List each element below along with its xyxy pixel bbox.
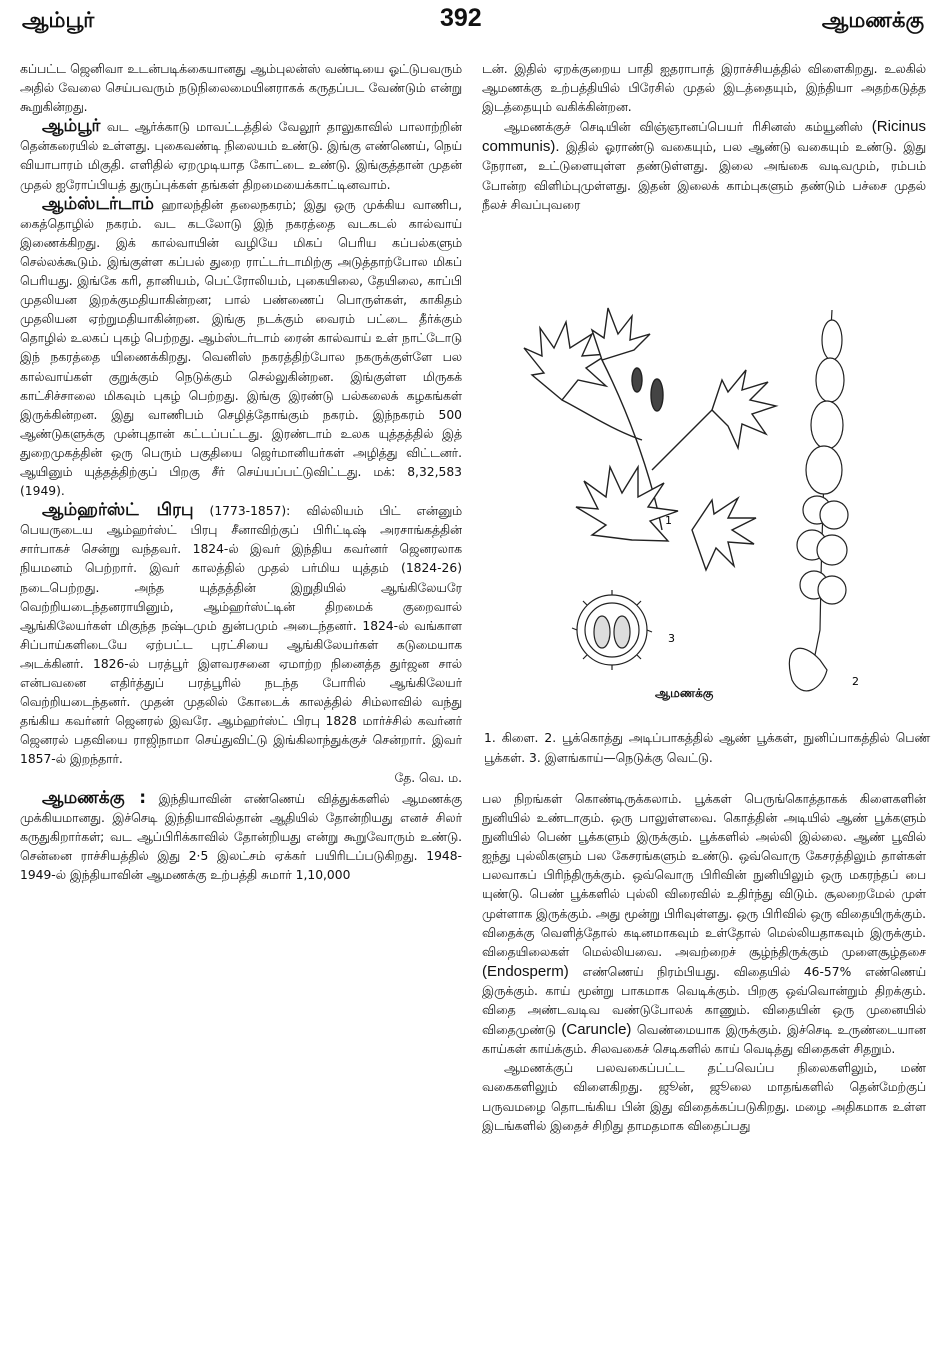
figure-fruit-section (572, 590, 652, 670)
headword-amsterdam: ஆம்ஸ்டர்டாம் (42, 193, 154, 214)
flower-text-a: பல நிறங்கள் கொண்டிருக்கலாம். பூக்கள் பெருங்கொத்தாகக் கிளைகளின் நுனியில் உண்டாகும். ஒரு பாலுள்ளவை. கொத்தின் அடியில் ஆண் பூக்களும் நுனியில் பெண் பூக்களும் இருக்கும். பூக்களில் அல்லி இல்லை. ஆண் பூவில் ஐந்து புல்லிகளும் பல கேசரங்களும் உண்டு. ஒவ்வொரு கேசரத்திலும் தாள்கள் பலவாகப் பிரிந்திருக்கும். ஒவ்வொரு பிரிவின் நுனியிலும் ஒரு மகரந்தப் பை யுண்டு. பெண் பூக்களில் புல்லி விரைவில் உதிர்ந்து விடும். சூலறைமேல் முள் முள்ளாக இருக்கும். அது மூன்று பிரிவுள்ளது. ஒரு பிரிவில் ஒரு விதையிருக்கும். விதைக்கு வெளித்தோல் கடினமாகவும் உள்தோல் மெல்லியதாகவும் இருக்கும். விதையிலைகள் மெல்லியவை. அவற்றைச் சூழ்ந்திருக்கும் முளைசூழ்தசை (482, 792, 926, 959)
running-head-left: ஆம்பூர் (22, 8, 95, 32)
entry-ambur (20, 117, 462, 194)
sci-text-a: ஆமணக்குச் செடியின் விஞ்ஞானப்பெயர் ரிசினஸ் கம்யூனிஸ் (504, 120, 863, 135)
castor-plant-illustration (482, 300, 926, 780)
amherst-text: வில்லியம் பிட் என்னும் பெயருடைய ஆம்ஹர்ஸ்ட் பிரபு சீனாவிற்குப் பிரிட்டிஷ் அரசாங்கத்தின் சார்பாகச் சென்று வந்தவர். 1824-ல் இவர் இந்திய கவர்னர் ஜெனரலாக நியமனம் பெற்றார். இவர் காலத்தில் முதல் பர்மிய யுத்தம் (1824-26) நடைபெற்றது. அந்த யுத்தத்தின் இறுதியில் ஆங்கிலேயரே வெற்றியடைந்தனராயினும், ஆம்ஹர்ஸ்ட்டின் திறமைக் குறைவால் ஆங்கிலேயர்கள் மிகுந்த நஷ்டமும் துன்பமும் அடைந்தனர். 1824-ல் வங்காள சிப்பாய்களிடையே ஏற்பட்ட புரட்சியை ஆங்கிலேயர்கள் கடுமையாக அடக்கினர். 1826-ல் பரத்பூர் இளவரசனை ஏமாற்ற நினைத்த துர்ஜன சால் என்பவனை எதிர்த்துப் பரத்பூரில் நடந்த போரில் ஆங்கிலேயர் வெற்றியடைந்தனர். முதன் முதலில் கோடைக் காலத்தில் சிம்லாவில் வந்து தங்கிய கவர்னர் ஜெனரல் இவரே. ஆம்ஹர்ஸ்ட் பிரபு 1828 மார்ச்சில் கவர்னர் ஜெனரல் பதவியை ராஜிநாமா செய்துவிட்டு இங்கிலாந்துக்குச் சென்றார். இவர் 1857-ல் இறந்தார். (20, 504, 462, 767)
headword-amanakku: ஆமணக்கு : (42, 787, 147, 808)
left-column (20, 60, 462, 1360)
sci-text-b: இதில் ஓராண்டு வகையும், பல ஆண்டு வகையும் உண்டு. இது நேரான, உட்டுளையுள்ள தண்டுள்ளது. இலை அங்கை வடிவமும், ரம்பம் போன்ற விளிம்புமுள்ளது. இதன் இலைக் காம்புகளும் தண்டும் பச்சை முதல் நீலச் சிவப்புவரை (482, 140, 926, 212)
entry-amanakku (20, 789, 462, 885)
caruncle-term: (Caruncle) (561, 1021, 632, 1039)
amherst-years: (1773-1857): (209, 504, 291, 519)
continued-paragraph: கப்பட்ட ஜெனிவா உடன்படிக்கையானது ஆம்புலன்ஸ் வண்டியை ஓட்டுபவரும் அதில் வேலை செய்பவரும் நடுநிலைமையினராகக் கருதப்பட வேண்டும் என்று கூறுகின்றது. (20, 62, 462, 115)
figure-title: ஆமணக்கு (655, 686, 714, 700)
figure-number-3: 3 (668, 632, 675, 645)
amanakku-text: இந்தியாவின் எண்ணெய் வித்துக்களில் ஆமணக்கு முக்கியமானது. இச்செடி இந்தியாவில்தான் ஆதியில் தோன்றியது எனச் சிலர் கருதுகிறார்கள்; வட ஆப்பிரிக்காவில் தோன்றியது என்று கூறுவோரும் உண்டு. சென்னை ராச்சியத்தில் இது 2·5 இலட்சம் ஏக்கர் பயிரிடப்படுகிறது. 1948-1949-ல் இந்தியாவின் ஆமணக்கு உற்பத்தி சுமார் 1,10,000 (20, 791, 462, 882)
page-number: 392 (440, 4, 482, 32)
scientific-name-paragraph (482, 117, 926, 214)
cultivation-paragraph: ஆமணக்குப் பலவகைப்பட்ட தட்பவெப்ப நிலைகளிலும், மண் வகைகளிலும் விளைகிறது. ஜூன், ஜூலை மாதங்களில் தென்மேற்குப் பருவமழை தொடங்கிய பின் இது விதைக்கப்படுகிறது. மழை அதிகமாக உள்ள இடங்களில் இதைச் சிறிது தாமதமாக விதைப்பது (482, 1061, 926, 1133)
flower-description (482, 790, 926, 1059)
entry-amherst (20, 501, 462, 788)
amsterdam-text: ஹாலந்தின் தலைநகரம்; இது ஒரு முக்கிய வாணிப, கைத்தொழில் நகரம். வட கடலோடு இந் நகரத்தை வடகடல் கால்வாய் இணைக்கிறது. இக் கால்வாயின் வழியே மிகப் பெரிய கப்பல்களும் செல்லக்கூடும். இங்குள்ள கப்பல் துறை ராட்டர்டாமிற்கு அடுத்தாற்போல மிகப் பெரியது. இங்கே கரி, தானியம், பெட்ரோலியம், புகையிலை, தேயிலை, காப்பி முதலியன இறக்குமதியாகின்றன; பால் பண்ணைப் பொருள்கள், காகிதம் முதலியன ஏற்றுமதியாகின்றன. இங்கு நடக்கும் வைரம் பட்டை தீர்க்கும் தொழில் உலகப் புகழ் பெற்றது. ஆம்ஸ்டர்டாம் ரைன் கால்வாய் உள் நாட்டோடு இந் நகரத்தை யிணைக்கிறது. வெனிஸ் நகரத்திற்போல நகருக்குள்ளே பல கால்வாய்கள் குறுக்கும் நெடுக்கும் செல்லுகின்றன. இங்குள்ள மிருகக் காட்சிச்சாலை மிகவும் புகழ் பெற்றது. இங்கு இரண்டு பல்கலைக் கழகங்கள் இருக்கின்றன. இது வாணிபம் செழித்தோங்கும் நகரம். இந்நகரம் 500 ஆண்டுகளுக்கு முன்புதான் கட்டப்பட்டது. இரண்டாம் உலக யுத்தத்தில் இத் துறைமுகத்தின் ஒரு பெரும் பகுதியை ஜெர்மானியர்கள் அழித்து விட்டனர். ஆயினும் யுத்தத்திற்குப் பிறகு சீர் செய்யப்பட்டுவிட்டது. மக்: 8,32,583 (1949). (20, 197, 462, 499)
entry-amsterdam (20, 195, 462, 502)
running-head-right: ஆமணக்கு (821, 8, 924, 32)
right-cont-paragraph: டன். இதில் ஏறக்குறைய பாதி ஐதராபாத் இராச்சியத்தில் விளைகிறது. உலகில் ஆமணக்கு உற்பத்தியில் பிரேசில் முதல் இடத்தையும், இந்தியா அதற்கடுத்த இடத்தையும் வகிக்கின்றன. (482, 62, 926, 115)
flower-text-c: வெண்மையாக இருக்கும். இச்செடி உருண்டையான காய்கள் காய்க்கும். சிலவகைச் செடிகளில் காய் வெடித்து விதைகள் சிதறும். (482, 1023, 926, 1057)
author-signature: தே. வெ. ம. (394, 771, 462, 786)
right-column-top (482, 60, 926, 300)
figure-flower-spike (789, 310, 848, 691)
headword-amherst: ஆம்ஹர்ஸ்ட் பிரபு (42, 500, 194, 521)
figure-number-1: 1 (665, 514, 672, 527)
latin-name: (Ricinus communis). (482, 118, 926, 156)
endosperm-term: (Endosperm) (482, 962, 569, 980)
figure-number-2: 2 (852, 675, 859, 688)
flower-text-b: எண்ணெய் நிரம்பியது. விதையில் 46-57% எண்ணெய் இருக்கும். காய் மூன்று பாகமாக வெடிக்கும். பிறகு ஒவ்வொன்றும் திறக்கும். விதை அண்டவடிவ வண்டுபோலக் காணும். விதையின் ஒரு முனையில் விதைமுண்டு (482, 964, 926, 1038)
ambur-text: வட ஆர்க்காடு மாவட்டத்தில் வேலூர் தாலுகாவில் பாலாற்றின் தென்கரையில் உள்ளது. புகைவண்டி நிலையம் உண்டு. இங்கு எண்ணெய், நெய் வியாபாரம் மிகுதி. எளிதில் ஏறமுடியாத கோட்டை உண்டு. இங்குத்தான் முதன் முதல் ஐரோப்பியத் துருப்புக்கள் தங்கள் திறமையைக்காட்டினவாம். (20, 120, 462, 192)
page-header (0, 0, 942, 52)
figure-caption: 1. கிளை. 2. பூக்கொத்து அடிப்பாகத்தில் ஆண் பூக்கள், நுனிப்பாகத்தில் பெண் பூக்கள். 3. இளங்காய்—நெடுக்கு வெட்டு. (484, 731, 930, 765)
figure-branch (524, 308, 776, 570)
right-column-bottom (482, 790, 926, 1360)
headword-ambur: ஆம்பூர் (42, 116, 101, 137)
